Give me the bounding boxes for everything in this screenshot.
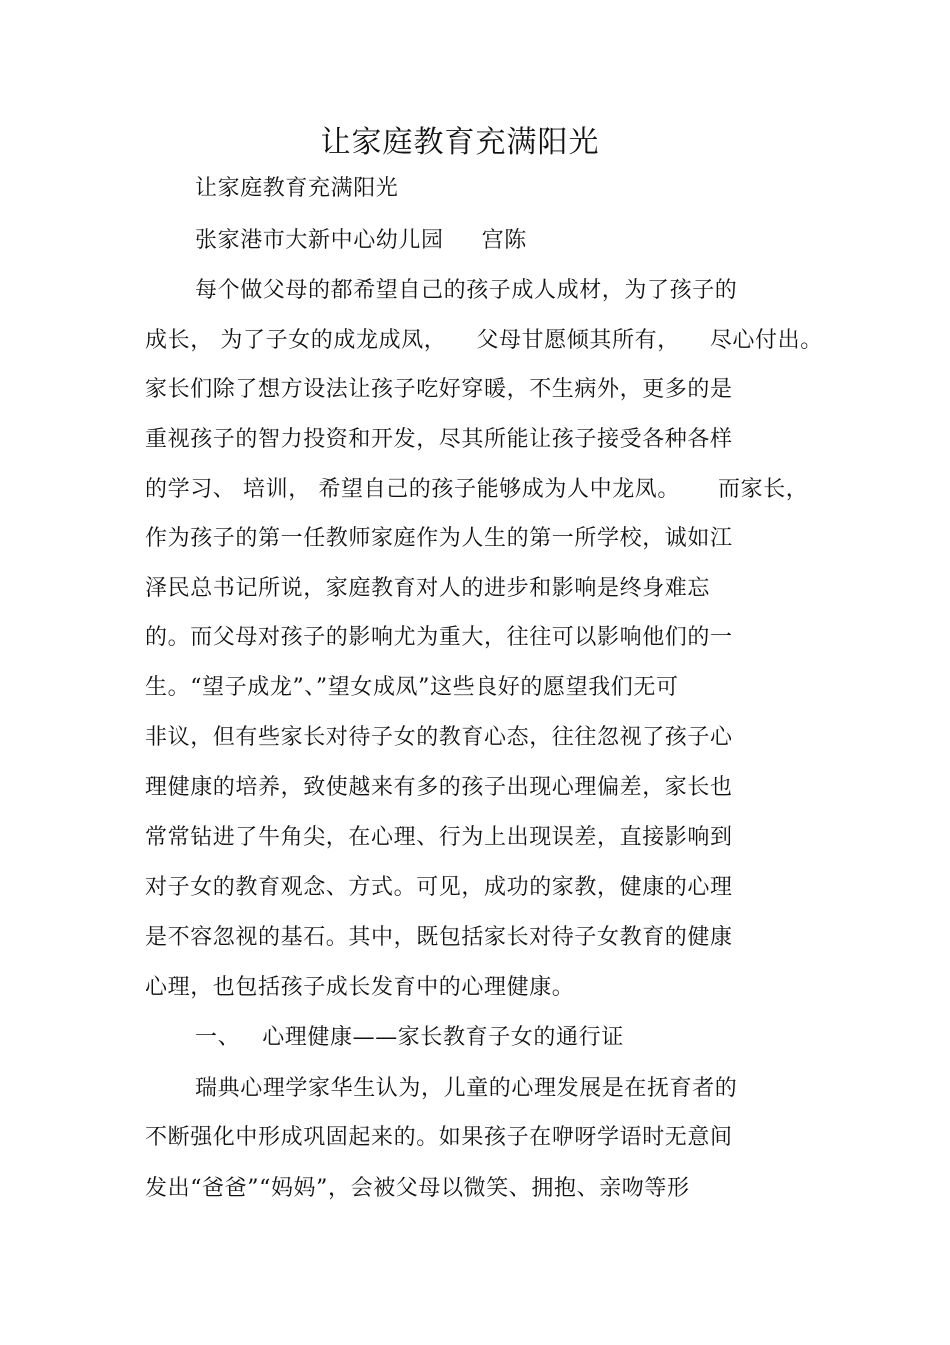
section-heading bbox=[195, 1022, 624, 1054]
paragraph1-line: 重视孩子的智力投资和开发，尽其所能让孩子接受各种各样 bbox=[145, 427, 733, 452]
byline bbox=[195, 225, 527, 257]
paragraph1-line: 常常钻进了牛角尖，在心理、行为上出现误差，直接影响到 bbox=[145, 825, 733, 850]
paragraph1-line: 非议，但有些家长对待子女的教育心态，往往忽视了孩子心 bbox=[145, 725, 733, 750]
paragraph1-text: 而家长， bbox=[718, 477, 809, 502]
document-title: 让家庭教育充满阳光 bbox=[320, 125, 600, 160]
paragraph1-line: 理健康的培养，致使越来有多的孩子出现心理偏差，家长也 bbox=[145, 775, 733, 800]
paragraph2-line: 发出“爸爸”“妈妈”，会被父母以微笑、拥抱、亲吻等形 bbox=[145, 1176, 690, 1201]
paragraph1-line: 作为孩子的第一任教师家庭作为人生的第一所学校，诚如江 bbox=[145, 526, 733, 551]
paragraph1-text: 父母甘愿倾其所有， bbox=[476, 328, 680, 353]
section-title: 心理健康——家长教育子女的通行证 bbox=[262, 1025, 624, 1050]
paragraph1-text: 成长， 为了子女的成龙成凤， bbox=[145, 328, 447, 353]
paragraph1-line: 家长们除了想方设法让孩子吃好穿暖，不生病外，更多的是 bbox=[145, 377, 733, 402]
paragraph1-text: 尽心付出。 bbox=[709, 328, 823, 353]
paragraph1-line bbox=[145, 325, 823, 357]
paragraph2-line: 不断强化中形成巩固起来的。如果孩子在咿呀学语时无意间 bbox=[145, 1125, 733, 1150]
paragraph1-line bbox=[145, 474, 808, 506]
paragraph1-line: 泽民总书记所说，家庭教育对人的进步和影响是终身难忘 bbox=[145, 576, 711, 601]
paragraph1-line: 每个做父母的都希望自己的孩子成人成材，为了孩子的 bbox=[195, 278, 738, 303]
subtitle-line: 让家庭教育充满阳光 bbox=[195, 176, 399, 201]
paragraph1-line: 是不容忽视的基石。其中，既包括家长对待子女教育的健康 bbox=[145, 925, 733, 950]
paragraph1-line: 对子女的教育观念、方式。可见，成功的家教，健康的心理 bbox=[145, 875, 733, 900]
paragraph1-line: 的。而父母对孩子的影响尤为重大，往往可以影响他们的一 bbox=[145, 625, 733, 650]
paragraph2-line: 瑞典心理学家华生认为，儿童的心理发展是在抚育者的 bbox=[195, 1076, 738, 1101]
paragraph1-line: 心理，也包括孩子成长发育中的心理健康。 bbox=[145, 975, 575, 1000]
section-number: 一、 bbox=[195, 1025, 241, 1050]
paragraph1-line: 生。“望子成龙”、”望女成凤”这些良好的愿望我们无可 bbox=[145, 675, 679, 700]
byline-school: 张家港市大新中心幼儿园 bbox=[195, 228, 444, 253]
paragraph1-text: 的学习、 培训， 希望自己的孩子能够成为人中龙凤。 bbox=[145, 477, 680, 502]
byline-author: 宫陈 bbox=[481, 228, 527, 253]
